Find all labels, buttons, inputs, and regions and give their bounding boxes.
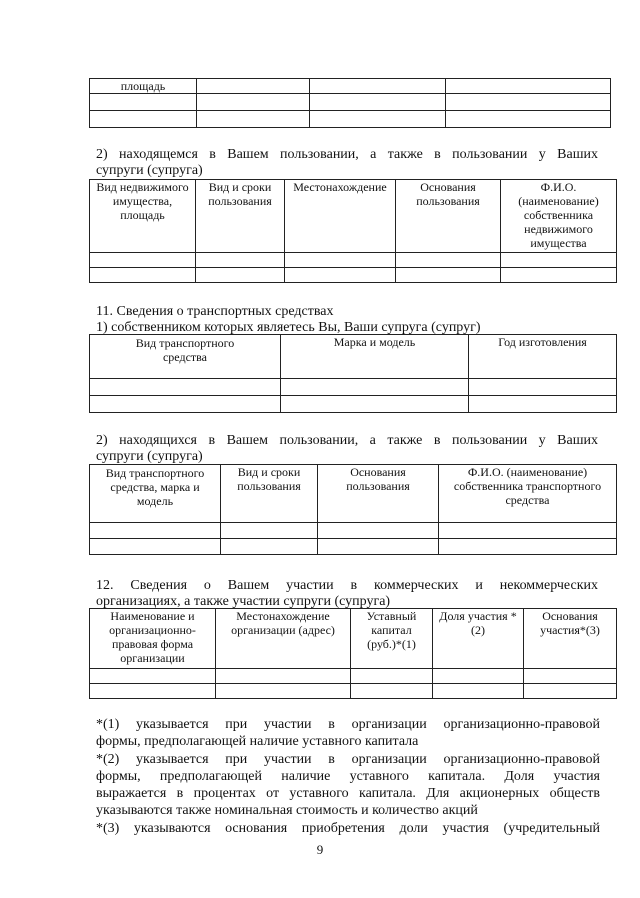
table-cell bbox=[501, 253, 617, 268]
table-row bbox=[90, 539, 617, 555]
organizations-participation-table bbox=[89, 608, 617, 699]
table-cell bbox=[396, 253, 501, 268]
table-cell bbox=[469, 379, 617, 396]
vehicles-in-use-table bbox=[89, 464, 617, 555]
table-cell bbox=[351, 684, 433, 699]
paragraph-line: супруги (супруга) bbox=[96, 449, 203, 464]
paragraph-line: 2) находящемся в Вашем пользовании, а также в пользовании у Ваших bbox=[96, 147, 598, 162]
table-cell bbox=[221, 539, 318, 555]
table-cell bbox=[90, 253, 196, 268]
table-cell bbox=[285, 253, 396, 268]
footnote-line: *(1) указывается при участии в организации организационно-правовой bbox=[96, 717, 600, 732]
paragraph-line: 1) собственником которых являетесь Вы, Ваши супруга (супруг) bbox=[96, 320, 481, 335]
table-header-row bbox=[90, 465, 617, 523]
table-cell bbox=[90, 684, 216, 699]
table-header-row bbox=[90, 180, 617, 253]
table-cell bbox=[524, 669, 617, 684]
column-header: Ф.И.О. (наименование) собственника транспортного средства bbox=[439, 465, 617, 523]
table-cell bbox=[318, 523, 439, 539]
real-estate-owned-table-continued bbox=[89, 78, 611, 128]
table-cell bbox=[216, 684, 351, 699]
table-cell bbox=[446, 111, 611, 128]
column-header: Доля участия *(2) bbox=[433, 609, 524, 669]
column-header: Ф.И.О. (наименование) собственника недвижимого имущества bbox=[501, 180, 617, 253]
column-header: Вид и сроки пользования bbox=[221, 465, 318, 523]
table-cell bbox=[281, 396, 469, 413]
table-row bbox=[90, 94, 611, 111]
paragraph-line: супруги (супруга) bbox=[96, 163, 203, 178]
column-header: Основания пользования bbox=[318, 465, 439, 523]
footnote-line: *(2) указывается при участии в организации организационно-правовой bbox=[96, 752, 600, 767]
table-cell bbox=[351, 669, 433, 684]
table-cell bbox=[439, 539, 617, 555]
table-cell bbox=[318, 539, 439, 555]
footnote-line: формы, предполагающей наличие уставного капитала bbox=[96, 734, 419, 749]
table-cell bbox=[90, 94, 197, 111]
table-cell bbox=[285, 268, 396, 283]
table-row bbox=[90, 379, 617, 396]
table-cell bbox=[90, 396, 281, 413]
column-header: Марка и модель bbox=[281, 335, 469, 379]
table-row bbox=[90, 268, 617, 283]
table-row bbox=[90, 523, 617, 539]
table-cell bbox=[446, 94, 611, 111]
table-cell bbox=[90, 539, 221, 555]
paragraph-line: 2) находящихся в Вашем пользовании, а также в пользовании у Ваших bbox=[96, 433, 598, 448]
column-header: Вид транспортного средства, марка и модель bbox=[90, 465, 221, 523]
table-cell bbox=[216, 669, 351, 684]
table-row bbox=[90, 684, 617, 699]
table-cell bbox=[90, 268, 196, 283]
real-estate-in-use-table bbox=[89, 179, 617, 283]
table-header-row bbox=[90, 335, 617, 379]
table-row bbox=[90, 396, 617, 413]
column-header: Основания участия*(3) bbox=[524, 609, 617, 669]
table-cell bbox=[196, 268, 285, 283]
table-cell bbox=[90, 669, 216, 684]
column-header: Местонахождение организации (адрес) bbox=[216, 609, 351, 669]
table-cell bbox=[197, 111, 310, 128]
table-cell bbox=[433, 669, 524, 684]
table-cell bbox=[501, 268, 617, 283]
table-header-row bbox=[90, 609, 617, 669]
column-header: Вид транспортного средства bbox=[90, 335, 281, 379]
vehicles-owned-table bbox=[89, 334, 617, 413]
footnote-line: выражается в процентах от уставного капитала. Для акционерных обществ bbox=[96, 786, 600, 801]
table-cell bbox=[310, 79, 446, 94]
paragraph-line: организациях, а также участии супруги (супруга) bbox=[96, 594, 391, 609]
footnote-line: указываются также номинальная стоимость и количество акций bbox=[96, 803, 478, 818]
table-cell bbox=[281, 379, 469, 396]
table-cell bbox=[433, 684, 524, 699]
table-cell bbox=[439, 523, 617, 539]
column-header: Вид и сроки пользования bbox=[196, 180, 285, 253]
table-cell bbox=[90, 523, 221, 539]
table-cell bbox=[310, 111, 446, 128]
column-header: Основания пользования bbox=[396, 180, 501, 253]
table-row bbox=[90, 253, 617, 268]
table-cell bbox=[524, 684, 617, 699]
column-header: Год изготовления bbox=[469, 335, 617, 379]
table-cell bbox=[469, 396, 617, 413]
column-header: Вид недвижимого имущества, площадь bbox=[90, 180, 196, 253]
table-cell bbox=[396, 268, 501, 283]
table-cell bbox=[197, 79, 310, 94]
section-title: 11. Сведения о транспортных средствах bbox=[96, 304, 334, 319]
page-number: 9 bbox=[316, 842, 324, 857]
table-cell bbox=[446, 79, 611, 94]
column-header: Уставный капитал (руб.)*(1) bbox=[351, 609, 433, 669]
table-row bbox=[90, 79, 611, 94]
table-row bbox=[90, 669, 617, 684]
column-header: Местонахождение bbox=[285, 180, 396, 253]
column-header: Наименование и организационно-правовая форма организации bbox=[90, 609, 216, 669]
section-title: 12. Сведения о Вашем участии в коммерческих и некоммерческих bbox=[96, 578, 598, 593]
table-cell bbox=[221, 523, 318, 539]
table-row bbox=[90, 111, 611, 128]
table-cell bbox=[310, 94, 446, 111]
table-cell bbox=[196, 253, 285, 268]
table-cell: площадь bbox=[90, 79, 197, 94]
footnote-line: *(3) указываются основания приобретения доли участия (учредительный bbox=[96, 821, 600, 836]
table-cell bbox=[197, 94, 310, 111]
footnote-line: формы, предполагающей наличие уставного капитала. Доля участия bbox=[96, 769, 600, 784]
table-cell bbox=[90, 111, 197, 128]
table-cell bbox=[90, 379, 281, 396]
